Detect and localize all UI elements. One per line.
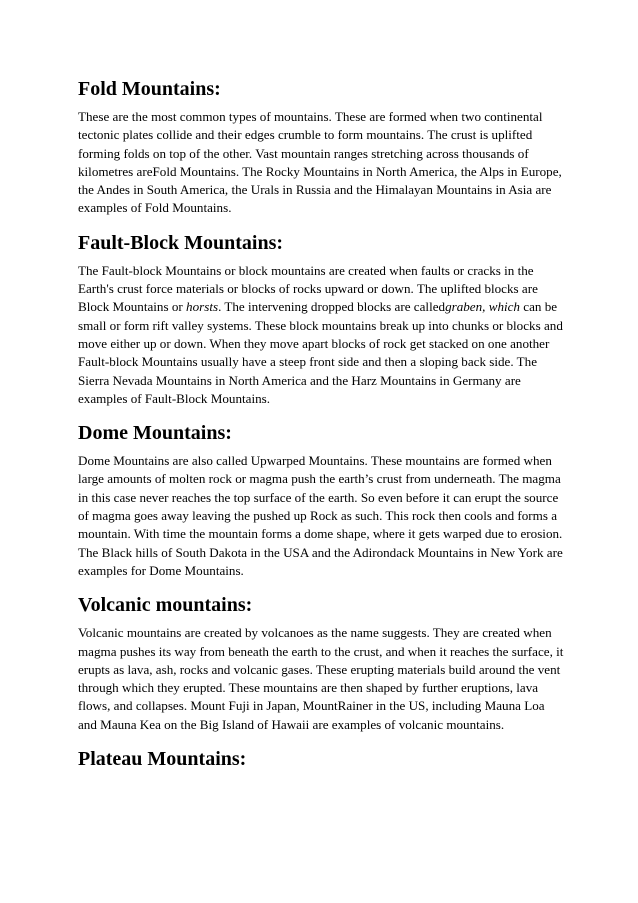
section-fault-block-mountains <box>78 230 564 408</box>
paragraph-volcanic-mountains: Volcanic mountains are created by volcanoes as the name suggests. They are created when magma pushes its way from beneath the earth to the crust, and when it reaches the surface, it erupts as lava, ash, rocks and volcanic gases. These erupting materials build around the vent through which they erupted. These mountains are then shaped by further eruptions, lava flows, and collapses. Mount Fuji in Japan, MountRainer in the US, including Mauna Loa and Mauna Kea on the Big Island of Hawaii are examples of volcanic mountains. <box>78 625 564 732</box>
heading-volcanic-mountains: Volcanic mountains: <box>78 594 253 617</box>
heading-fault-block-mountains: Fault-Block Mountains: <box>78 231 284 254</box>
section-dome-mountains <box>78 420 564 580</box>
paragraph-text: The Fault-block Mountains or block mountains are created when faults or cracks in the Earth's crust force materials or blocks of rocks upward or down. The uplifted blocks are Block Mountains or <box>78 262 538 315</box>
heading-fold-mountains: Fold Mountains: <box>78 78 221 100</box>
paragraph-fault-block-mountains <box>78 262 564 408</box>
paragraph-dome-mountains: Dome Mountains are also called Upwarped Mountains. These mountains are formed when large amounts of molten rock or magma push the earth’s crust from underneath. The magma in this case never reaches the top surface of the earth. So even before it can erupt the source of magma goes away leaving the pushed up Rock as such. This rock then cools and forms a mountain. With time the mountain forms a dome shape, where it gets warped due to erosion. The Black hills of South Dakota in the USA and the Adirondack Mountains in New York are examples for Dome Mountains. <box>78 453 563 578</box>
section-fold-mountains <box>78 76 564 218</box>
section-plateau-mountains <box>78 746 564 772</box>
document-page <box>78 76 564 778</box>
section-volcanic-mountains <box>78 592 564 734</box>
term-horsts: horsts <box>186 299 219 315</box>
paragraph-text: . The intervening dropped blocks are called <box>218 299 446 315</box>
heading-dome-mountains: Dome Mountains: <box>78 422 232 445</box>
term-graben: graben, which <box>445 299 520 315</box>
paragraph-fold-mountains: These are the most common types of mountains. These are formed when two continental tectonic plates collide and their edges crumble to form mountains. The crust is uplifted forming folds on top of the other. Vast mountain ranges stretching across thousands of kilometres areFold Mountains. The Rocky Mountains in North America, the Alps in Europe, the Andes in South America, the Urals in Russia and the Himalayan Mountains in Asia are examples of Fold Mountains. <box>78 109 562 216</box>
paragraph-text: can be small or form rift valley systems. These block mountains break up into chunks or blocks and move either up or down. When they move apart blocks of rock get stacked on one another Fault-block Mountains usually have a steep front side and then a sloping back side. The Sierra Nevada Mountains in North America and the Harz Mountains in Germany are examples of Fault-Block Mountains. <box>78 299 563 406</box>
heading-plateau-mountains: Plateau Mountains: <box>78 748 247 771</box>
